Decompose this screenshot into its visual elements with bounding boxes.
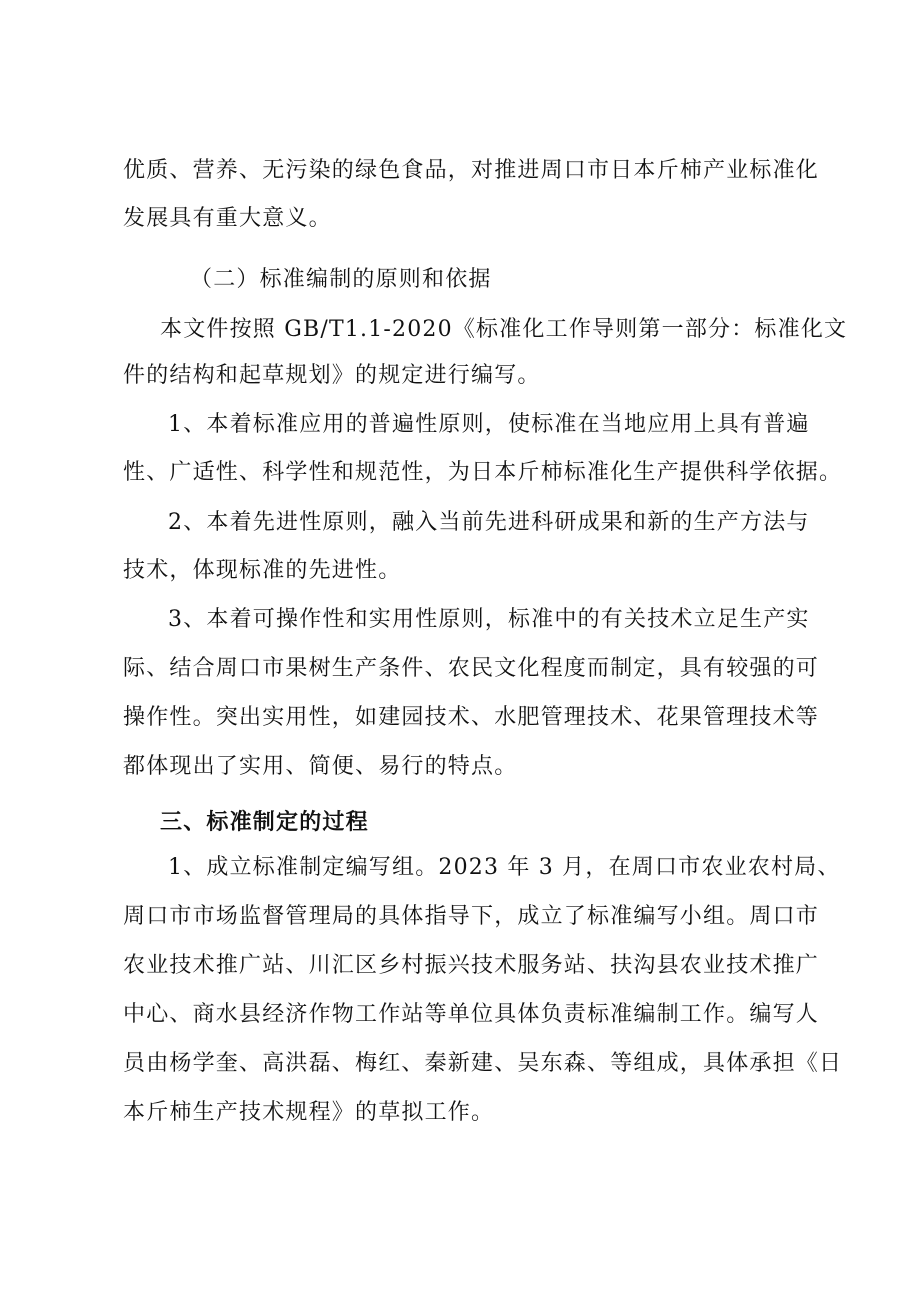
section-3-line-2: 周口市市场监督管理局的具体指导下，成立了标准编写小组。周口市 [123, 904, 820, 929]
section-3-title: 三、标准制定的过程 [160, 809, 369, 835]
subsection-title: （二）标准编制的原则和依据 [190, 267, 492, 292]
basis-line-1: 本文件按照 GB/T1.1-2020《标准化工作导则第一部分：标准化文 [160, 317, 848, 342]
principle-1-line-1: 1、本着标准应用的普遍性原则，使标准在当地应用上具有普遍 [168, 412, 810, 437]
section-3-line-1: 1、成立标准制定编写组。2023 年 3 月，在周口市农业农村局、 [168, 855, 841, 880]
principle-3-line-1: 3、本着可操作性和实用性原则，标准中的有关技术立足生产实 [168, 607, 810, 632]
section-3-line-4: 中心、商水县经济作物工作站等单位具体负责标准编制工作。编写人 [123, 1002, 820, 1027]
basis-line-2: 件的结构和起草规划》的规定进行编写。 [123, 363, 541, 388]
intro-line-1: 优质、营养、无污染的绿色食品，对推进周口市日本斤柿产业标准化 [123, 158, 820, 183]
section-3-line-6: 本斤柿生产技术规程》的草拟工作。 [123, 1100, 495, 1125]
principle-3-line-4: 都体现出了实用、简便、易行的特点。 [123, 754, 518, 779]
principle-1-line-2: 性、广适性、科学性和规范性，为日本斤柿标准化生产提供科学依据。 [123, 460, 843, 485]
intro-line-2: 发展具有重大意义。 [123, 206, 332, 231]
principle-3-line-3: 操作性。突出实用性，如建园技术、水肥管理技术、花果管理技术等 [123, 705, 820, 730]
principle-2-line-2: 技术，体现标准的先进性。 [123, 558, 402, 583]
principle-2-line-1: 2、本着先进性原则，融入当前先进科研成果和新的生产方法与 [168, 510, 810, 535]
section-3-line-3: 农业技术推广站、川汇区乡村振兴技术服务站、扶沟县农业技术推广 [123, 953, 820, 978]
section-3-line-5: 员由杨学奎、高洪磊、梅红、秦新建、吴东森、等组成，具体承担《日 [123, 1051, 843, 1076]
principle-3-line-2: 际、结合周口市果树生产条件、农民文化程度而制定，具有较强的可 [123, 656, 820, 681]
